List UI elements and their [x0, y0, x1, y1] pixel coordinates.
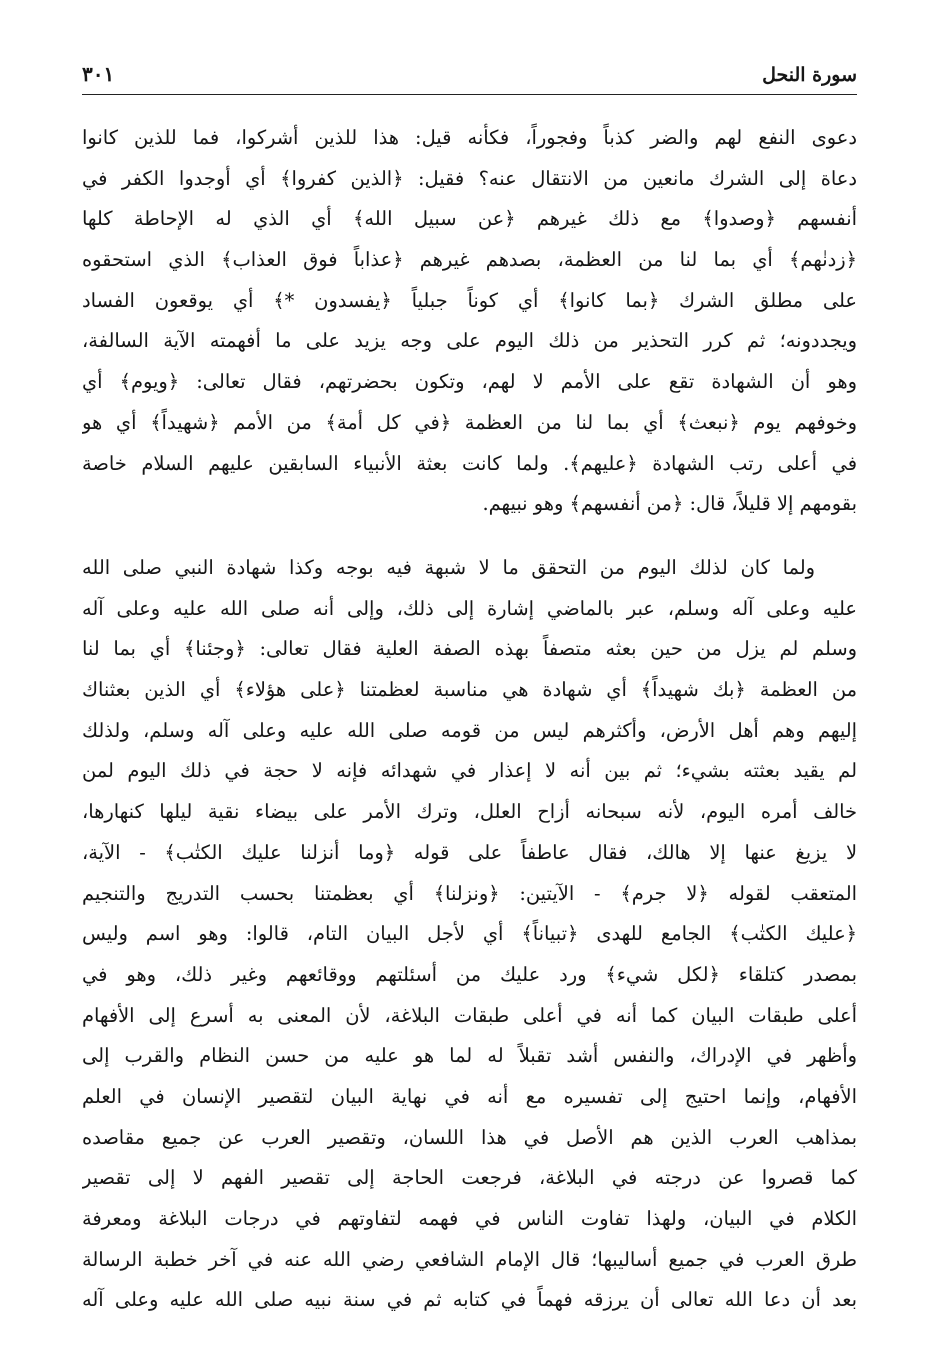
text-line: دعوى النفع لهم والضر كذباً وفجوراً، فكأنه قيل: هذا للذين أشركوا، فما للذين كانوا — [82, 126, 857, 149]
text-line: خالف أمره اليوم، لأنه سبحانه أزاح العلل، وترك الأمر على بيضاء نقية ليلها كنهارها، — [82, 800, 857, 824]
text-line: في أعلى رتب الشهادة ﴿عليهم﴾. ولما كانت بعثة الأنبياء السابقين عليهم السلام خاصة — [82, 451, 857, 475]
text-line: وأظهر في الإدراك، والنفس أشد تقبلاً له لما هو عليه من حسن النظام والقرب إلى — [82, 1044, 857, 1068]
text-line: وسلم لم يزل من حين بعثه متصفاً بهذه الصفة العلية فقال تعالى: ﴿وجئنا﴾ أي بما لنا — [82, 637, 857, 661]
paragraph-2 — [82, 548, 857, 1321]
text-line: ويجددونه؛ ثم كرر التحذير من ذلك اليوم على وجه يزيد على ما أفهمته الآية السالفة، — [82, 329, 857, 353]
text-line: عليه وعلى آله وسلم، عبر بالماضي إشارة إلى ذلك، وإلى أنه صلى الله عليه وعلى آله — [82, 596, 857, 620]
text-line: الكلام في البيان، ولهذا تفاوت الناس في فهمه لتفاوتهم في درجات البلاغة ومعرفة — [82, 1207, 857, 1230]
text-line: الأفهام، وإنما احتيج إلى تفسيره مع أنه في نهاية البيان لتقصير الإنسان في العلم — [82, 1084, 857, 1108]
text-line: بعد أن دعا الله تعالى أن يرزقه فهماً في كتابه ثم في سنة نبيه صلى الله عليه وعلى آله — [82, 1288, 857, 1312]
text-line: لا يزيغ عنها إلا هالك، فقال عاطفاً على قوله ﴿وما أنزلنا عليك الكتٰب﴾ - الآية، — [82, 840, 857, 864]
page-number: ٣٠١ — [82, 62, 115, 86]
text-line: طرق العرب في جميع أساليبها؛ قال الإمام الشافعي رضي الله عنه في آخر خطبة الرسالة — [82, 1247, 857, 1271]
surah-name: سورة النحل — [762, 64, 857, 86]
text-line: أعلى طبقات البيان كما أنه في أعلى طبقات البلاغة، لأن المعنى به أسرع إلى الأفهام — [82, 1003, 857, 1027]
text-line: المتعقب لقوله ﴿لا جرم﴾ - الآيتين: ﴿ونزلنا﴾ أي بعظمتنا بحسب التدريج والتنجيم — [82, 881, 857, 905]
text-line: وهو أن الشهادة تقع على الأمم لا لهم، وتكون بحضرتهم، فقال تعالى: ﴿ويوم﴾ أي — [82, 370, 857, 394]
text-line: أنفسهم ﴿وصدوا﴾ مع ذلك غيرهم ﴿عن سبيل الله﴾ أي الذي له الإحاطة كلها — [82, 207, 857, 231]
text-line: بقومهم إلا قليلاً، قال: ﴿من أنفسهم﴾ وهو نبيهم. — [482, 492, 857, 516]
text-line: دعاة إلى الشرك مانعين من الانتقال عنه؟ فقيل: ﴿الذين كفروا﴾ أي أوجدوا الكفر في — [82, 166, 857, 190]
text-line: كما قصروا عن درجته في البلاغة، فرجعت الحاجة إلى تقصير الفهم لا إلى تقصير — [82, 1166, 857, 1190]
text-line: على مطلق الشرك ﴿بما كانوا﴾ أي كوناً جبلياً ﴿يفسدون *﴾ أي يوقعون الفساد — [82, 288, 857, 312]
text-line: وخوفهم يوم ﴿نبعث﴾ أي بما لنا من العظمة ﴿في كل أمة﴾ من الأمم ﴿شهيداً﴾ أي هو — [82, 410, 857, 434]
text-line: لم يقيد بعثته بشيء؛ ثم بين أنه لا إعذار في شهدائه فإنه لا حجة في ذلك اليوم لمن — [82, 759, 857, 783]
text-line: بمذاهب العرب الذين هم الأصل في هذا اللسان، وتقصير العرب عن جميع مقاصده — [82, 1125, 857, 1149]
text-line: بمصدر كتلقاء ﴿لكل شيء﴾ ورد عليك من أسئلتهم ووقائعهم وغير ذلك، وهو في — [82, 962, 857, 986]
text-line: ﴿عليك الكتٰب﴾ الجامع للهدى ﴿تبياناً﴾ أي لأجل البيان التام، قالوا: وهو اسم وليس — [82, 922, 857, 946]
text-line: ﴿زدنٰهم﴾ أي بما لنا من العظمة، بصدهم غيرهم ﴿عذاباً فوق العذاب﴾ الذي استحقوه — [82, 248, 857, 272]
text-line: من العظمة ﴿بك شهيداً﴾ أي شهادة هي مناسبة لعظمتنا ﴿على هؤلاء﴾ أي الذين بعثناك — [82, 678, 857, 702]
running-header — [82, 54, 857, 95]
paragraph-1 — [82, 118, 857, 525]
text-line: إليهم وهم أهل الأرض، وأكثرهم ليس من قومه صلى الله عليه وعلى آله وسلم، ولذلك — [82, 718, 857, 742]
text-line: ولما كان لذلك اليوم من التحقق ما لا شبهة فيه بوجه وكذا شهادة النبي صلى الله — [82, 556, 815, 579]
